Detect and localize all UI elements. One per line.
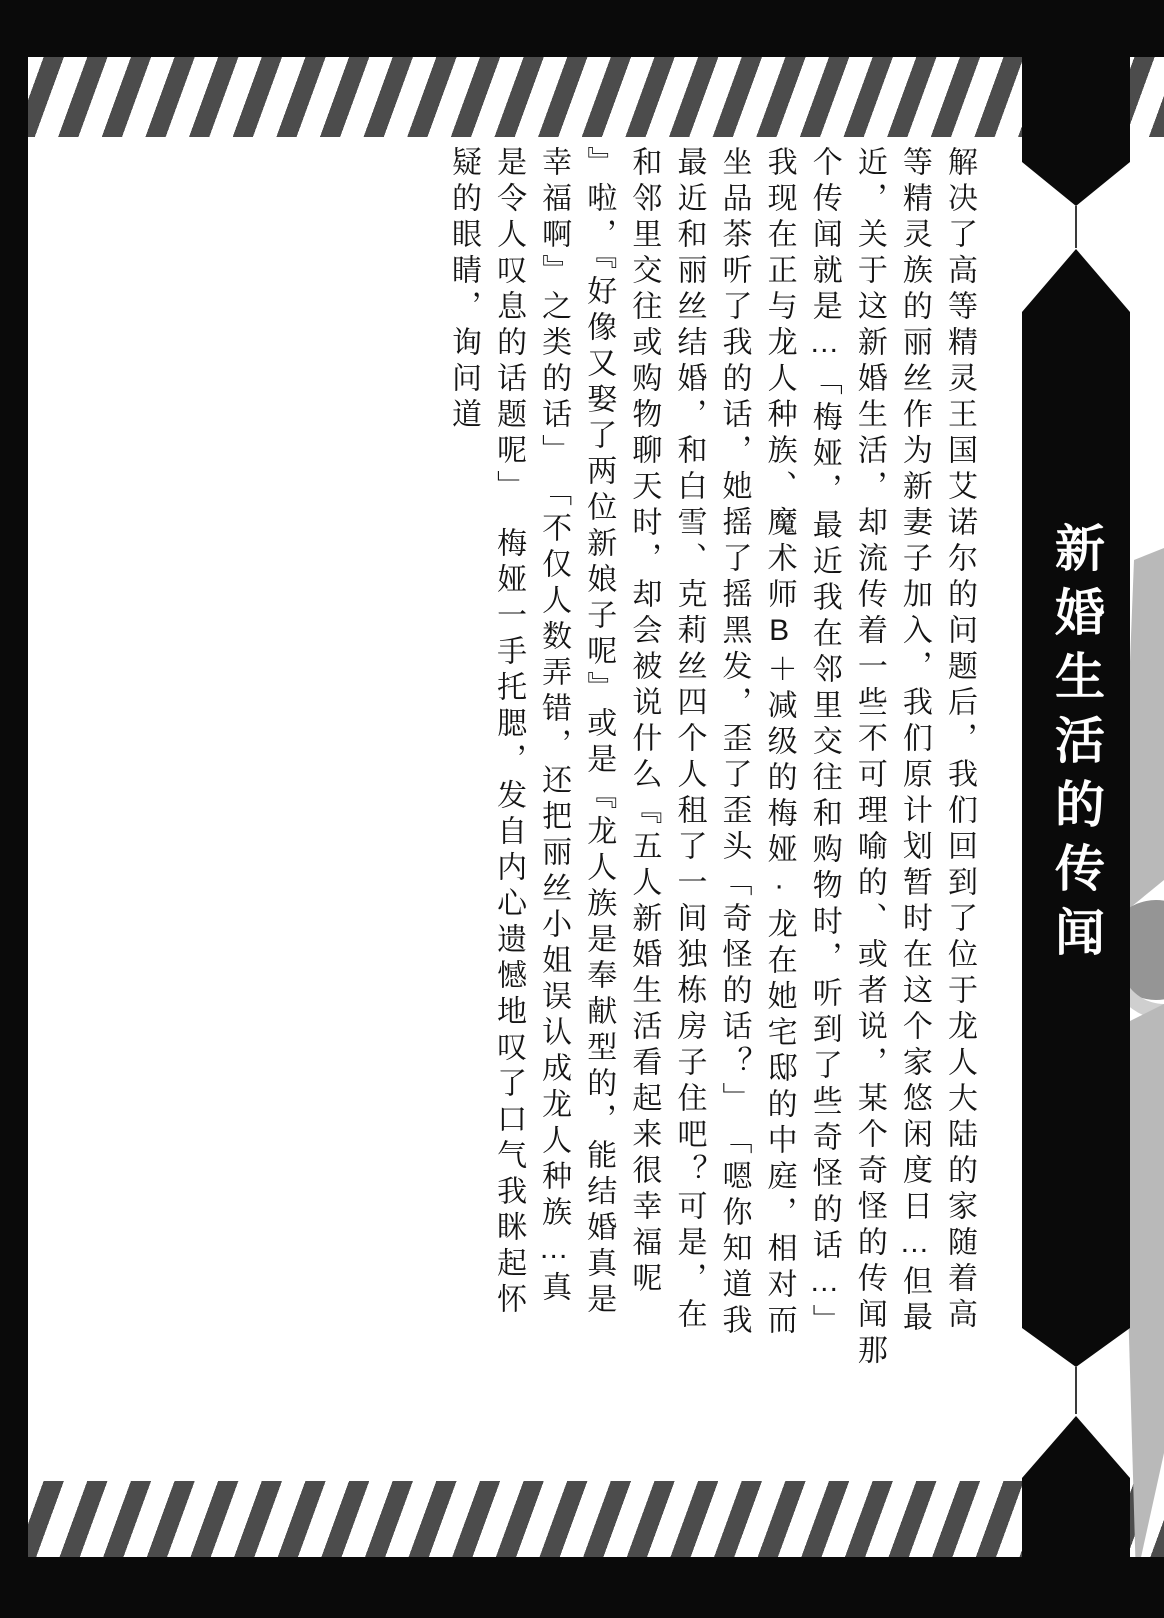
top-border-bar <box>0 0 1164 57</box>
chapter-title: 新婚生活的传闻 <box>1048 522 1104 970</box>
text-column: 等精灵族的丽丝作为新妻子加入，我们原计划暂时在这个家悠闲度日…但最 <box>897 146 931 1337</box>
text-column: 疑的眼睛，询问道 <box>446 146 480 434</box>
text-column: 最近和丽丝结婚，和白雪、克莉丝四个人租了一间独栋房子住吧？可是，在 <box>672 146 706 1334</box>
hazard-stripes-top <box>0 57 1164 137</box>
text-column: 解决了高等精灵王国艾诺尔的问题后，我们回到了位于龙人大陆的家随着高 <box>943 146 976 1334</box>
text-column: 个传闻就是…「梅娅，最近我在邻里交往和购物时，听到了些奇怪的话…」 <box>807 146 841 1340</box>
text-column: 近，关于这新婚生活，却流传着一些不可理喻的、或者说，某个奇怪的传闻那 <box>852 146 886 1370</box>
text-column: 和邻里交往或购物聊天时，却会被说什么『五人新婚生活看起来很幸福呢 <box>627 146 661 1298</box>
text-column: 我现在正与龙人种族、魔术师B＋减级的梅娅·龙在她宅邸的中庭，相对而 <box>762 146 796 1340</box>
bottom-border-bar <box>0 1557 1164 1618</box>
text-column: 』啦，『好像又娶了两位新娘子呢』或是『龙人族是奉献型的，能结婚真是 <box>582 146 616 1319</box>
text-column: 是令人叹息的话题呢」 梅娅一手托腮，发自内心遗憾地叹了口气我眯起怀 <box>492 146 526 1319</box>
ribbon-top-connector-line <box>1075 206 1077 248</box>
text-column: 坐品茶听了我的话，她摇了摇黑发，歪了歪头「奇怪的话？」 「嗯你知道我 <box>717 146 751 1340</box>
ribbon-top-cap <box>1022 0 1130 206</box>
body-text <box>440 146 982 1438</box>
left-border-bar <box>0 0 28 1618</box>
text-column: 幸福啊』之类的话」 「不仅人数弄错，还把丽丝小姐误认成龙人种族…真 <box>537 146 571 1307</box>
hazard-stripes-bottom <box>0 1481 1164 1557</box>
